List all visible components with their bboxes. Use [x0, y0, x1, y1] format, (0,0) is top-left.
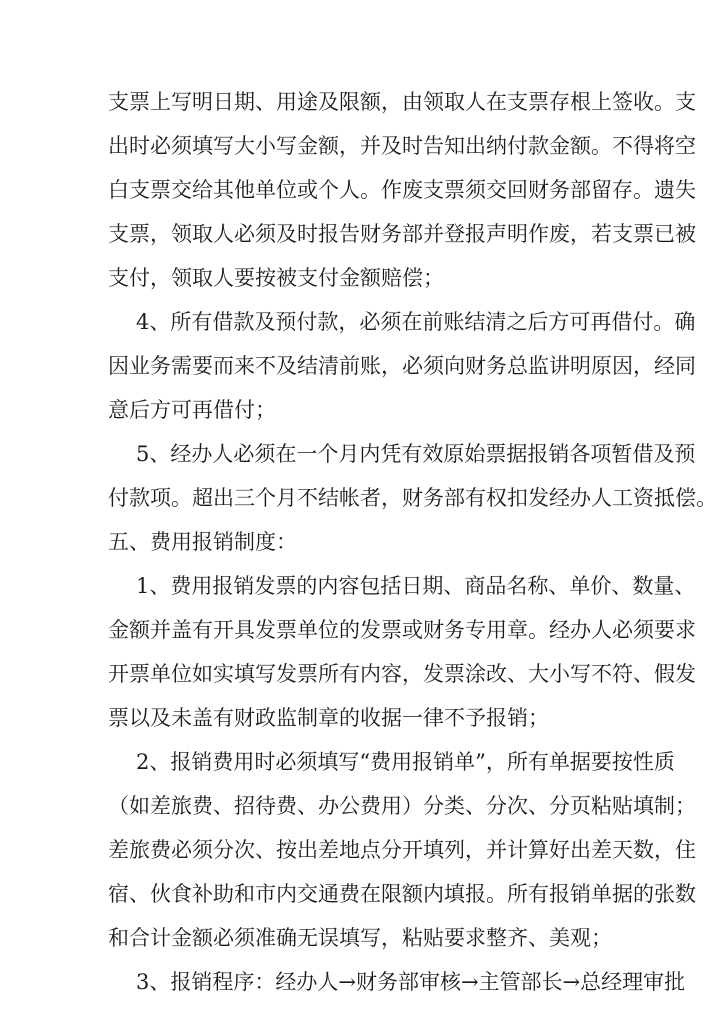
paragraph-start-line: 2、报销费用时必须填写“费用报销单”，所有单据要按性质 [136, 750, 675, 774]
text-line: 和合计金额必须准确无误填写，粘贴要求整齐、美观； [108, 926, 612, 950]
paragraph-start-line: 4、所有借款及预付款，必须在前账结清之后方可再借付。确 [136, 310, 696, 334]
text-line: 支票，领取人必须及时报告财务部并登报声明作废，若支票已被 [108, 222, 696, 246]
text-line: （如差旅费、招待费、办公费用）分类、分次、分页粘贴填制； [108, 794, 696, 818]
text-line: 宿、伙食补助和市内交通费在限额内填报。所有报销单据的张数 [108, 882, 696, 906]
text-line: 白支票交给其他单位或个人。作废支票须交回财务部留存。遗失 [108, 178, 696, 202]
paragraph-start-line: 1、费用报销发票的内容包括日期、商品名称、单价、数量、 [136, 574, 696, 598]
section-heading: 五、费用报销制度： [108, 530, 297, 554]
text-line: 差旅费必须分次、按出差地点分开填列，并计算好出差天数，住 [108, 838, 696, 862]
text-line: 支票上写明日期、用途及限额，由领取人在支票存根上签收。支 [108, 90, 696, 114]
text-line: 意后方可再借付； [108, 398, 276, 422]
text-line: 付款项。超出三个月不结帐者，财务部有权扣发经办人工资抵偿。 [108, 486, 717, 510]
text-line: 开票单位如实填写发票所有内容，发票涂改、大小写不符、假发 [108, 662, 696, 686]
text-line: 出时必须填写大小写金额，并及时告知出纳付款金额。不得将空 [108, 134, 696, 158]
text-line: 支付，领取人要按被支付金额赔偿； [108, 266, 444, 290]
paragraph-start-line: 3、报销程序：经办人→财务部审核→主管部长→总经理审批 [136, 970, 686, 994]
text-line: 因业务需要而来不及结清前账，必须向财务总监讲明原因，经同 [108, 354, 696, 378]
text-line: 票以及未盖有财政监制章的收据一律不予报销； [108, 706, 549, 730]
paragraph-start-line: 5、经办人必须在一个月内凭有效原始票据报销各项暂借及预 [136, 442, 696, 466]
text-line: 金额并盖有开具发票单位的发票或财务专用章。经办人必须要求 [108, 618, 696, 642]
